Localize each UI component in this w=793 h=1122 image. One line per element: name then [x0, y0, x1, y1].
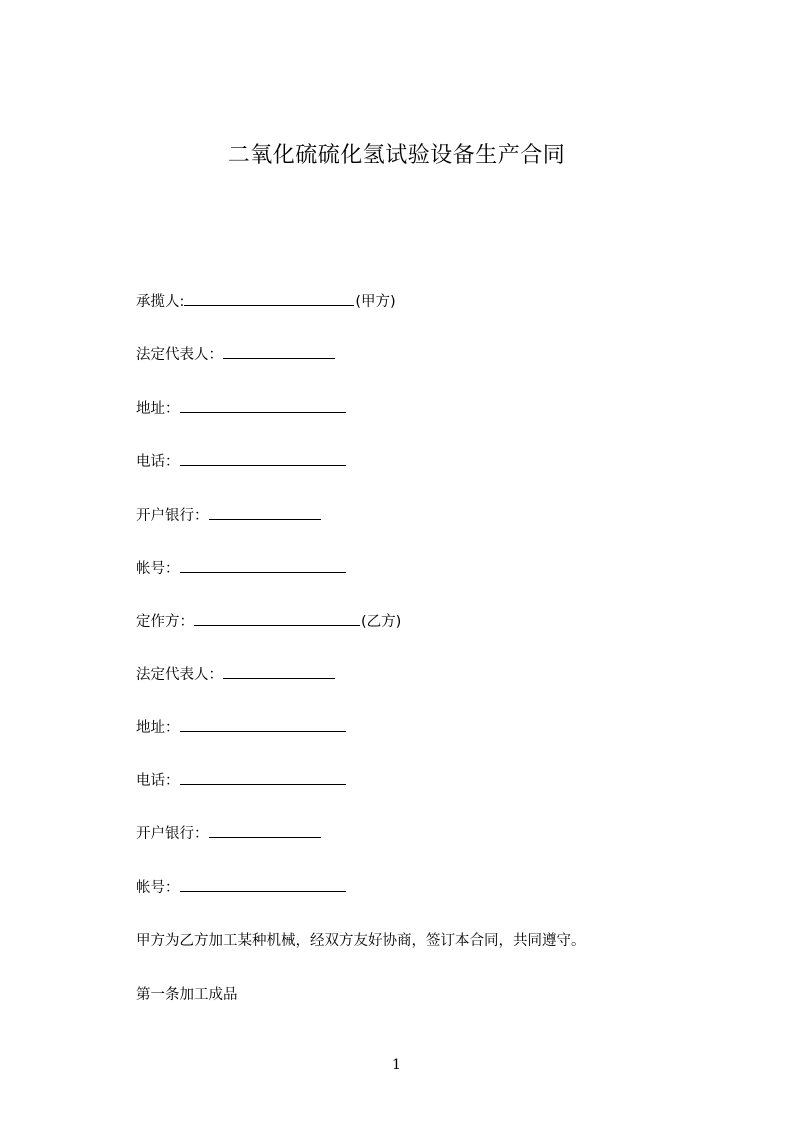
party-b-address-blank [180, 717, 346, 732]
article-1-heading: 第一条加工成品 [136, 987, 238, 1003]
party-b-address-line [136, 717, 346, 738]
party-b-bank-label: 开户银行： [136, 826, 209, 842]
party-a-address-label: 地址： [136, 401, 180, 417]
party-b-account-line [136, 877, 346, 898]
contractor-suffix: (甲方) [355, 294, 396, 310]
contractor-blank [184, 291, 354, 306]
party-b-phone-label: 电话： [136, 773, 180, 789]
party-a-bank-blank [209, 505, 321, 520]
party-a-address-line [136, 398, 346, 419]
party-b-account-blank [180, 877, 346, 892]
orderer-label: 定作方： [136, 614, 194, 630]
party-a-legal-rep-label: 法定代表人： [136, 347, 223, 363]
orderer-line [136, 611, 401, 632]
party-b-legal-rep-blank [223, 664, 335, 679]
party-a-legal-rep-line [136, 344, 335, 365]
party-b-bank-blank [209, 823, 321, 838]
document-title: 二氧化硫硫化氢试验设备生产合同 [227, 143, 566, 168]
party-b-bank-line [136, 823, 321, 844]
orderer-suffix: (乙方) [361, 614, 402, 630]
party-b-phone-blank [180, 770, 346, 785]
party-a-account-label: 帐号： [136, 561, 180, 577]
contractor-line [136, 291, 396, 312]
party-b-legal-rep-line [136, 664, 335, 685]
party-b-address-label: 地址： [136, 720, 180, 736]
party-a-account-line [136, 558, 346, 579]
party-b-account-label: 帐号： [136, 880, 180, 896]
party-a-legal-rep-blank [223, 344, 335, 359]
contractor-label: 承揽人: [136, 294, 185, 310]
party-a-bank-label: 开户银行： [136, 508, 209, 524]
intro-paragraph: 甲方为乙方加工某种机械，经双方友好协商，签订本合同，共同遵守。 [136, 933, 586, 949]
party-a-address-blank [180, 398, 346, 413]
orderer-blank [194, 611, 360, 626]
party-a-account-blank [180, 558, 346, 573]
party-b-phone-line [136, 770, 346, 791]
party-a-bank-line [136, 505, 321, 526]
party-a-phone-label: 电话： [136, 454, 180, 470]
party-a-phone-blank [180, 451, 346, 466]
page-number: 1 [392, 1057, 401, 1073]
party-b-legal-rep-label: 法定代表人： [136, 667, 223, 683]
party-a-phone-line [136, 451, 346, 472]
